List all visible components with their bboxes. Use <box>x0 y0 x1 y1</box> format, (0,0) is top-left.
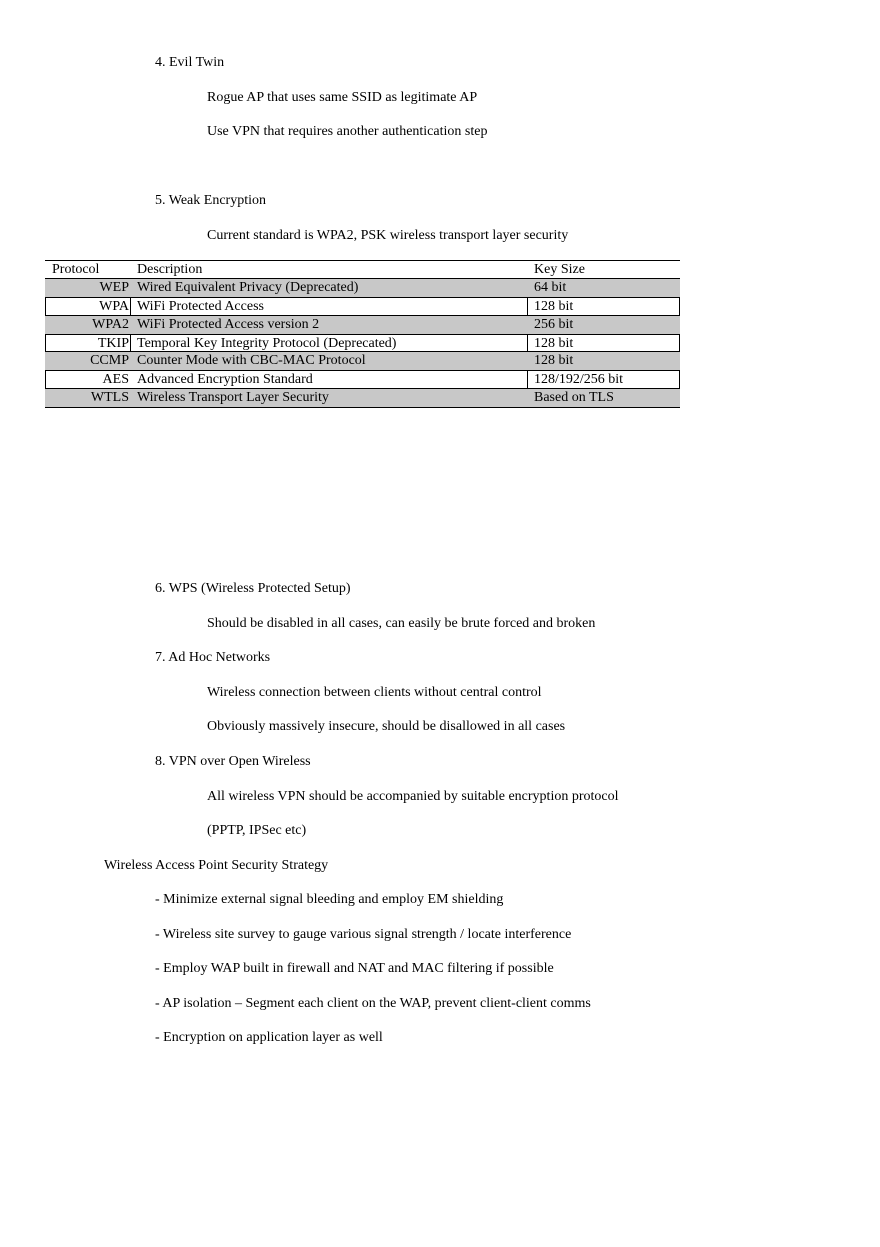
row-protocol: TKIP <box>97 335 129 351</box>
row-description: WiFi Protected Access version 2 <box>137 316 320 332</box>
strategy-item: - Encryption on application layer as well <box>155 1030 383 1045</box>
weak-encryption-item: Current standard is WPA2, PSK wireless transport layer security <box>207 228 569 243</box>
section-heading-wps: 6. WPS (Wireless Protected Setup) <box>155 581 351 596</box>
wps-item: Should be disabled in all cases, can easily be brute forced and broken <box>207 616 596 631</box>
protocol-table <box>45 260 680 408</box>
column-divider <box>130 335 131 351</box>
strategy-heading: Wireless Access Point Security Strategy <box>104 858 329 873</box>
vpn-item: All wireless VPN should be accompanied by suitable encryption protocol <box>207 789 619 804</box>
row-protocol: WEP <box>99 280 129 295</box>
table-row <box>45 352 680 370</box>
column-divider <box>527 335 528 351</box>
row-description: Temporal Key Integrity Protocol (Deprecated) <box>137 335 397 351</box>
row-key-size: 256 bit <box>534 316 574 332</box>
row-key-size: 128 bit <box>534 299 574 315</box>
table-header-row <box>45 261 680 279</box>
strategy-item: - Wireless site survey to gauge various signal strength / locate interference <box>155 927 572 942</box>
table-row <box>45 279 680 297</box>
evil-twin-item: Rogue AP that uses same SSID as legitimate AP <box>207 90 478 105</box>
section-heading-weak-encryption: 5. Weak Encryption <box>155 193 266 208</box>
ad-hoc-item: Wireless connection between clients without central control <box>207 685 542 700</box>
header-description: Description <box>137 262 203 277</box>
strategy-item: - AP isolation – Segment each client on the WAP, prevent client-client comms <box>155 996 591 1011</box>
row-key-size: 128 bit <box>534 353 574 369</box>
header-key-size: Key Size <box>534 262 585 277</box>
row-key-size: Based on TLS <box>534 389 614 405</box>
column-divider <box>130 298 131 314</box>
strategy-item: - Minimize external signal bleeding and employ EM shielding <box>155 892 504 907</box>
row-protocol: WPA <box>99 299 129 315</box>
row-protocol: WPA2 <box>92 316 129 332</box>
strategy-item: - Employ WAP built in firewall and NAT and MAC filtering if possible <box>155 961 554 976</box>
row-description: Advanced Encryption Standard <box>137 372 313 388</box>
row-description: Wireless Transport Layer Security <box>137 389 329 405</box>
table-row <box>45 389 680 407</box>
row-description: WiFi Protected Access <box>137 299 264 315</box>
row-protocol: AES <box>102 372 129 388</box>
section-heading-vpn-open-wireless: 8. VPN over Open Wireless <box>155 754 311 769</box>
section-heading-evil-twin: 4. Evil Twin <box>155 55 225 70</box>
row-protocol: CCMP <box>90 353 129 369</box>
row-description: Wired Equivalent Privacy (Deprecated) <box>137 280 359 295</box>
row-key-size: 128/192/256 bit <box>534 372 624 388</box>
table-row <box>45 370 680 388</box>
vpn-item: (PPTP, IPSec etc) <box>207 823 307 838</box>
row-key-size: 64 bit <box>534 280 567 295</box>
row-key-size: 128 bit <box>534 335 574 351</box>
column-divider <box>527 371 528 387</box>
table-row <box>45 316 680 334</box>
ad-hoc-item: Obviously massively insecure, should be disallowed in all cases <box>207 719 566 734</box>
table-row <box>45 297 680 315</box>
row-protocol: WTLS <box>90 389 129 405</box>
table-row <box>45 334 680 352</box>
header-protocol: Protocol <box>52 262 100 277</box>
evil-twin-item: Use VPN that requires another authentication step <box>207 124 488 139</box>
column-divider <box>527 298 528 314</box>
section-heading-ad-hoc: 7. Ad Hoc Networks <box>155 650 271 665</box>
row-description: Counter Mode with CBC-MAC Protocol <box>137 353 366 369</box>
